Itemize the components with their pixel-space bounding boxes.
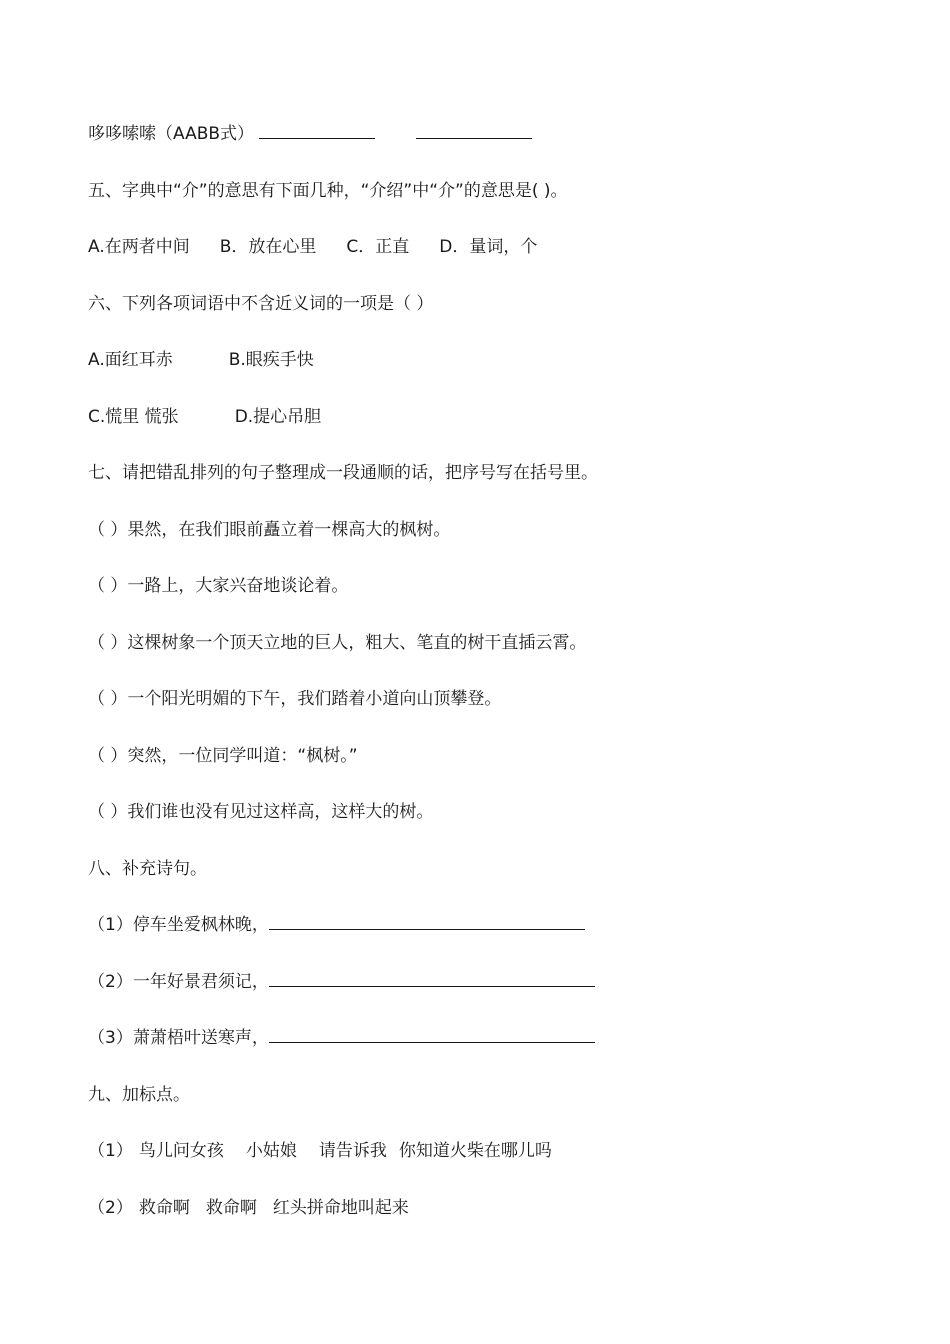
q7-sentence — [88, 574, 348, 598]
q5-option-a: A.在两者中间 — [88, 237, 190, 257]
aabb-line — [88, 122, 532, 146]
q9-phrase: 小姑娘 — [245, 1141, 297, 1161]
q9-phrase: 你知道火柴在哪儿吗 — [398, 1141, 552, 1161]
q7-sentence — [88, 800, 433, 824]
q8-answer-blank[interactable] — [269, 913, 585, 930]
q8-item-number: （3） — [88, 1028, 133, 1048]
q7-sentence-text: 一个阳光明媚的下午，我们踏着小道向山顶攀登。 — [127, 689, 502, 709]
q7-sentence — [88, 631, 586, 655]
q7-answer-paren[interactable]: （ ） — [88, 802, 128, 822]
q8-poem-line — [88, 970, 595, 994]
q8-item-text: 停车坐爱枫林晚， — [132, 915, 269, 935]
question-8-title: 八、补充诗句。 — [88, 859, 207, 879]
q9-item-number: （2） — [88, 1198, 133, 1218]
q7-sentence — [88, 744, 358, 768]
q7-answer-paren[interactable]: （ ） — [88, 689, 128, 709]
q8-item-number: （2） — [88, 972, 133, 992]
q6-option-b: B.眼疾手快 — [228, 350, 314, 370]
question-5-options — [88, 235, 537, 259]
q9-phrase: 救命啊 — [138, 1198, 190, 1218]
q6-option-c: C.慌里 慌张 — [88, 407, 179, 427]
q7-sentence — [88, 687, 501, 711]
q7-answer-paren[interactable]: （ ） — [88, 576, 128, 596]
question-6-title: 六、下列各项词语中不含近义词的一项是（ ） — [88, 294, 434, 314]
q7-sentence — [88, 518, 450, 542]
q7-sentence-text: 一路上，大家兴奋地谈论着。 — [127, 576, 349, 596]
q6-option-a: A.面红耳赤 — [88, 350, 173, 370]
q8-item-number: （1） — [88, 915, 133, 935]
q9-phrase: 鸟儿问女孩 — [138, 1141, 224, 1161]
q9-item — [88, 1196, 409, 1220]
aabb-prompt: 哆哆嗦嗦（AABB式） — [88, 124, 255, 144]
question-5-title: 五、字典中“介”的意思有下面几种，“介绍”中“介”的意思是( )。 — [88, 181, 568, 201]
q5-option-b: B．放在心里 — [219, 237, 317, 257]
question-9-title: 九、加标点。 — [88, 1085, 190, 1105]
q5-option-d: D．量词，个 — [439, 237, 538, 257]
question-6-options-row-1 — [88, 348, 314, 372]
q7-answer-paren[interactable]: （ ） — [88, 520, 128, 540]
question-7-title: 七、请把错乱排列的句子整理成一段通顺的话，把序号写在括号里。 — [88, 463, 598, 483]
q9-item-number: （1） — [88, 1141, 133, 1161]
q8-answer-blank[interactable] — [269, 1026, 595, 1043]
q7-answer-paren[interactable]: （ ） — [88, 633, 128, 653]
question-6-options-row-2 — [88, 405, 321, 429]
q7-sentence-text: 这棵树象一个顶天立地的巨人，粗大、笔直的树干直插云霄。 — [127, 633, 587, 653]
q8-poem-line — [88, 913, 585, 937]
q7-answer-paren[interactable]: （ ） — [88, 746, 128, 766]
q8-answer-blank[interactable] — [269, 970, 595, 987]
q7-sentence-text: 突然，一位同学叫道：“枫树。” — [127, 746, 358, 766]
aabb-answer-blank-2[interactable] — [416, 122, 532, 139]
q7-sentence-text: 果然，在我们眼前矗立着一棵高大的枫树。 — [127, 520, 451, 540]
q8-poem-line — [88, 1026, 595, 1050]
q8-item-text: 萧萧梧叶送寒声， — [132, 1028, 269, 1048]
aabb-answer-blank-1[interactable] — [259, 122, 375, 139]
q7-sentence-text: 我们谁也没有见过这样高，这样大的树。 — [127, 802, 434, 822]
q9-phrase: 红头拼命地叫起来 — [272, 1198, 409, 1218]
q6-option-d: D.提心吊胆 — [234, 407, 322, 427]
q9-phrase: 请告诉我 — [318, 1141, 387, 1161]
q5-option-c: C．正直 — [346, 237, 410, 257]
q9-phrase: 救命啊 — [205, 1198, 257, 1218]
q9-item — [88, 1139, 552, 1163]
q8-item-text: 一年好景君须记， — [132, 972, 269, 992]
